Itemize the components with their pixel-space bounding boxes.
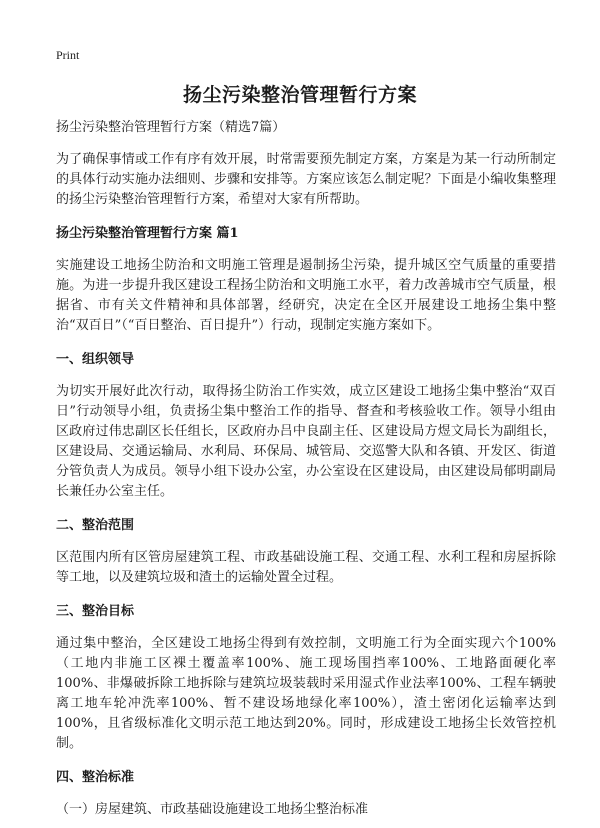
section-heading-goals: 三、整治目标	[56, 604, 135, 619]
section-heading-scope: 二、整治范围	[56, 518, 135, 533]
sub-item-building-standards: （一）房屋建筑、市政基础设施建设工地扬尘整治标准	[56, 802, 369, 817]
section-heading-organization: 一、组织领导	[56, 352, 135, 367]
chapter-intro-paragraph: 实施建设工地扬尘防治和文明施工管理是遏制扬尘污染，提升城区空气质量的重要措施。为进一步提升我区建设工程扬尘防治和文明施工水平，着力改善城市空气质量，根据省、市有关文件精神和具体部署，经研究，决定在全区开展建设工地扬尘集中整治“双百日”（“百日整治、百日提升”）行动，现制定实施方案如下。	[56, 258, 556, 333]
document-title: 扬尘污染整治管理暂行方案	[182, 84, 417, 106]
section-body-scope: 区范围内所有区管房屋建筑工程、市政基础设施工程、交通工程、水利工程和房屋拆除等工地，以及建筑垃圾和渣土的运输处置全过程。	[56, 550, 556, 585]
intro-paragraph: 为了确保事情或工作有序有效开展，时常需要预先制定方案，方案是为某一行动所制定的具体行动实施办法细则、步骤和安排等。方案应该怎么制定呢？下面是小编收集整理的扬尘污染整治管理暂行方案，希望对大家有所帮助。	[56, 152, 556, 207]
print-label[interactable]: Print	[56, 48, 80, 62]
chapter-title: 扬尘污染整治管理暂行方案 篇1	[56, 226, 239, 241]
section-body-goals: 通过集中整治，全区建设工地扬尘得到有效控制，文明施工行为全面实现六个100%（工地内非施工区裸土覆盖率100%、施工现场围挡率100%、工地路面硬化率100%、非爆破拆除工地拆除与建筑垃圾装载时采用湿式作业法率100%、工程车辆驶离工地车轮冲洗率100%、暂不建设场地绿化率100%），渣土密闭化运输率达到100%，且省级标准化文明示范工地达到20%。同时，形成建设工地扬尘长效管控机制。	[56, 636, 556, 751]
document-subtitle: 扬尘污染整治管理暂行方案（精选7篇）	[56, 120, 286, 135]
section-heading-standards: 四、整治标准	[56, 770, 135, 785]
section-body-organization: 为切实开展好此次行动，取得扬尘防治工作实效，成立区建设工地扬尘集中整治“双百日”行动领导小组，负责扬尘集中整治工作的指导、督查和考核验收工作。领导小组由区政府过伟忠副区长任组长，区政府办吕中良副主任、区建设局方煜文局长为副组长，区建设局、交通运输局、水利局、环保局、城管局、交巡警大队和各镇、开发区、街道分管负责人为成员。领导小组下设办公室，办公室设在区建设局，由区建设局郁明副局长兼任办公室主任。	[56, 384, 556, 499]
document-body	[56, 118, 556, 820]
